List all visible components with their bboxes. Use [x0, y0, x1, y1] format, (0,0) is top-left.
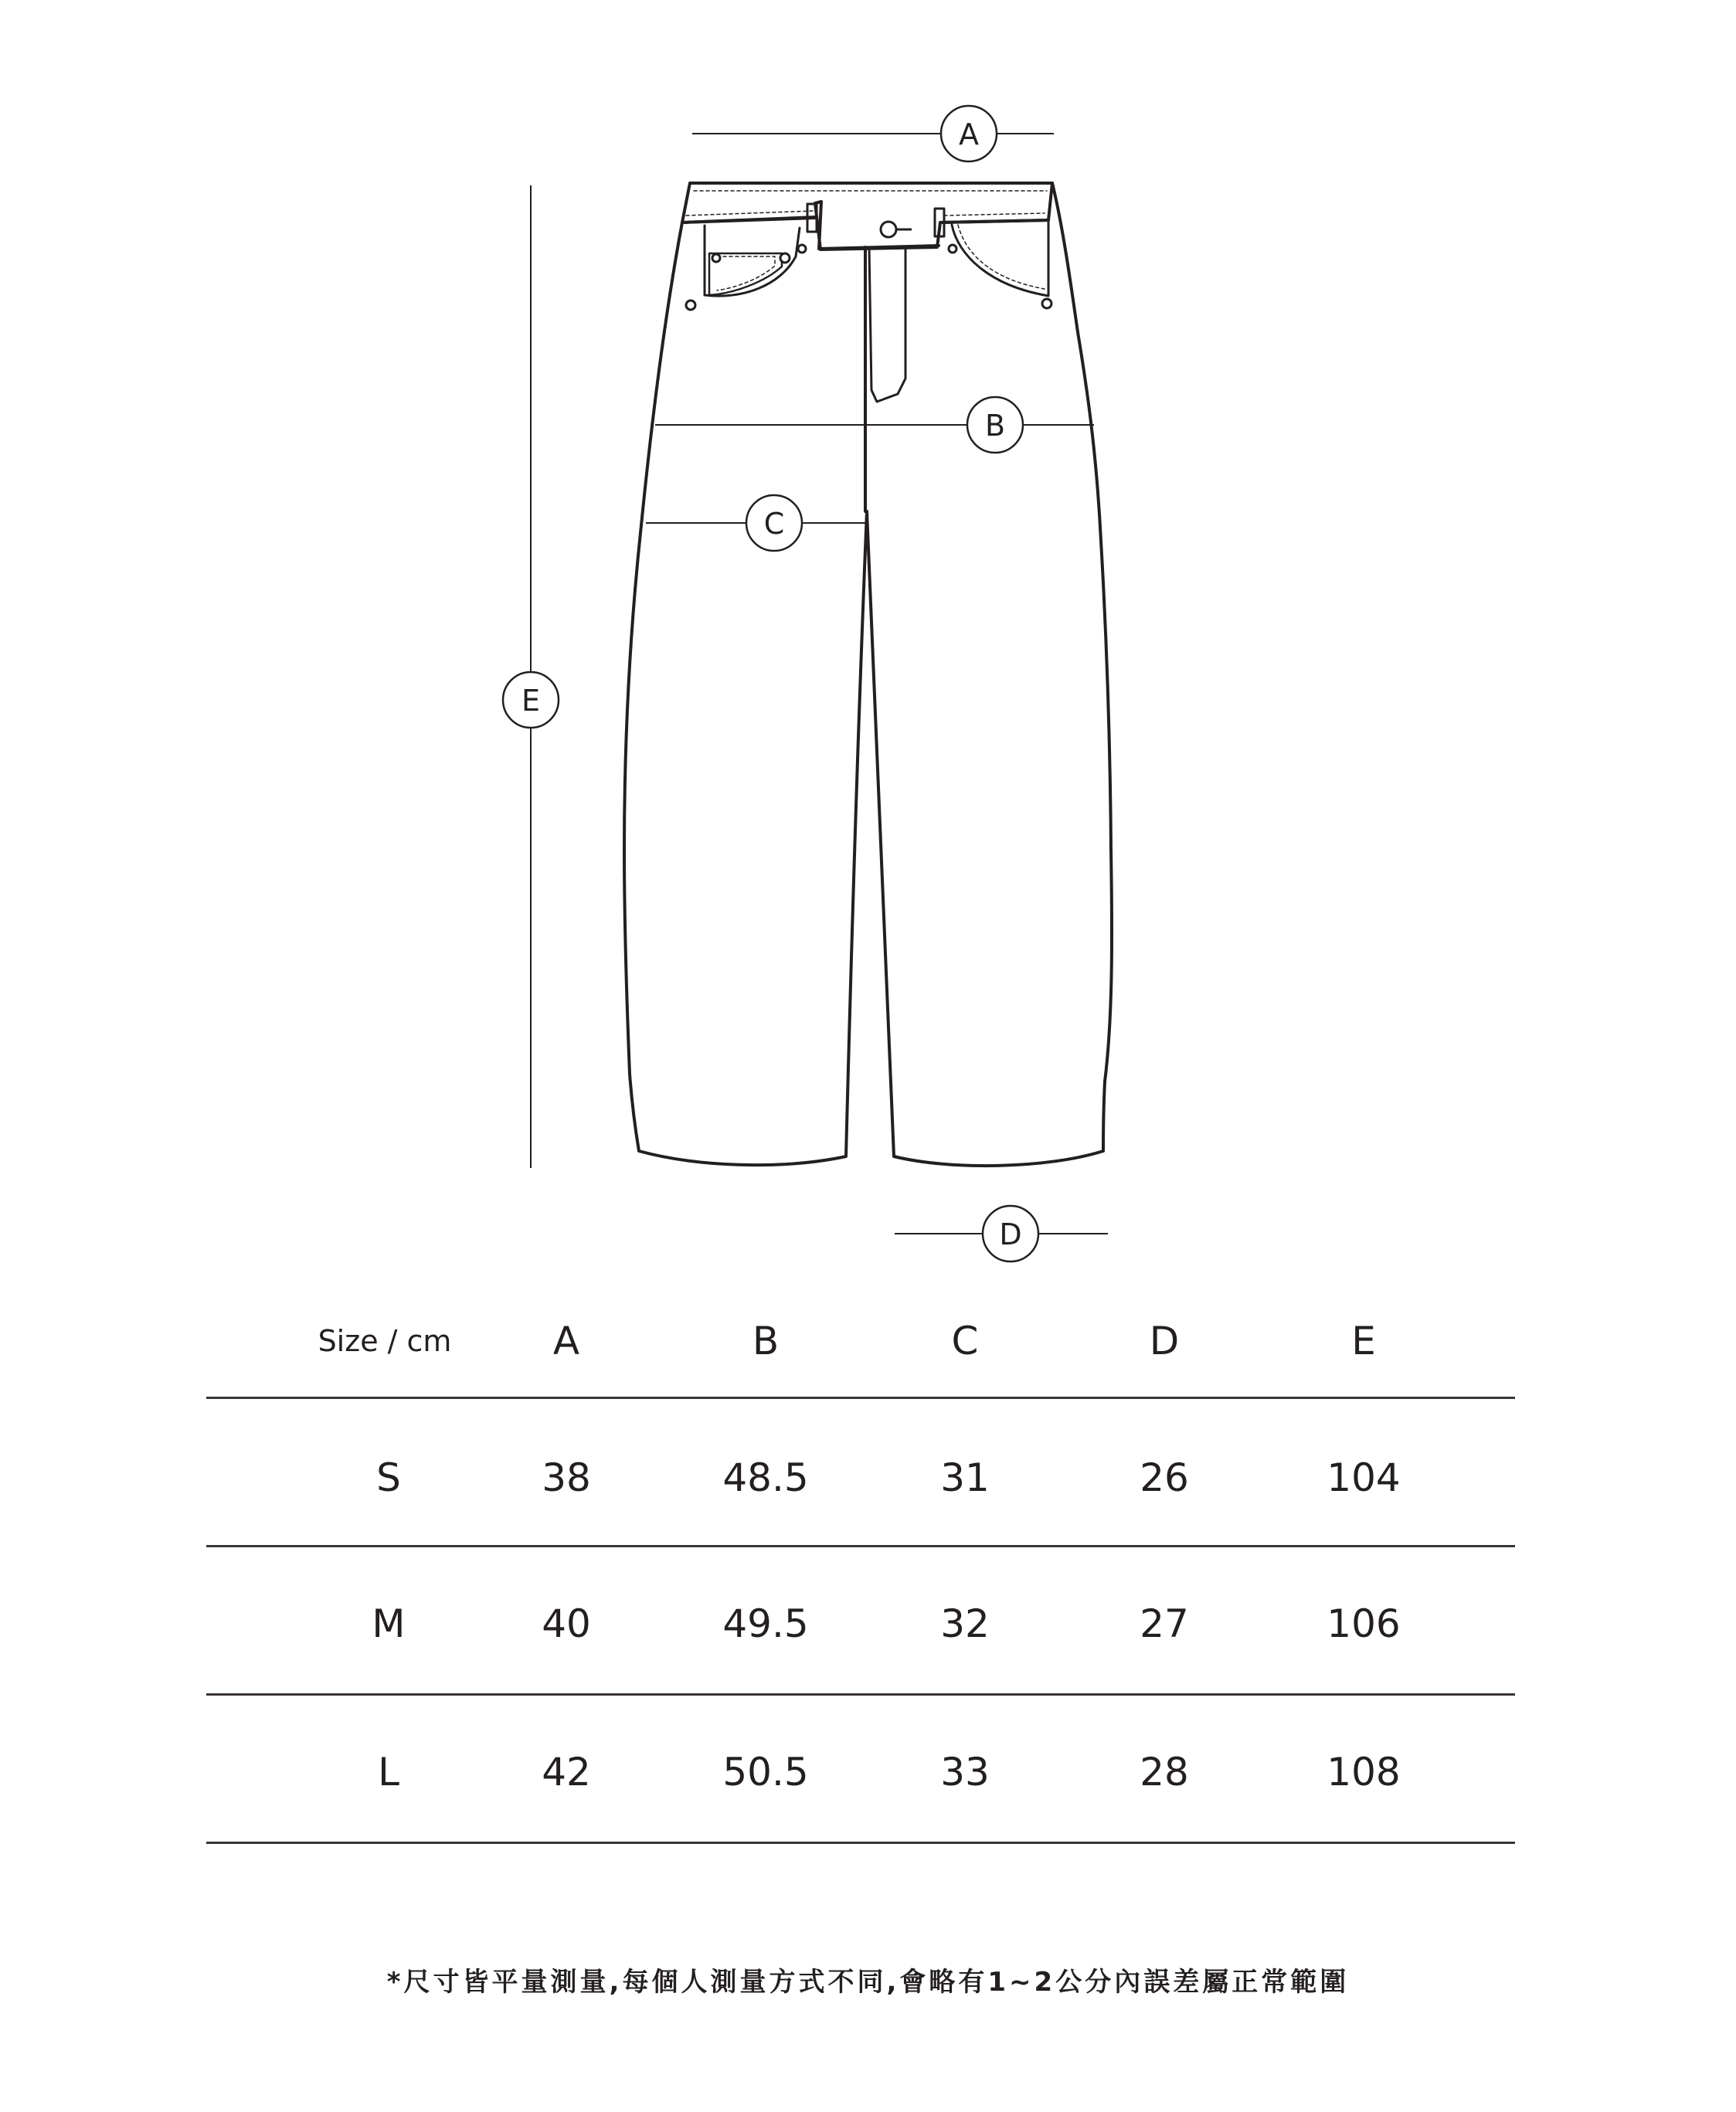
table-cell: 42 [542, 1750, 591, 1795]
header-col-b: B [752, 1319, 780, 1363]
table-cell: 28 [1140, 1750, 1189, 1795]
table-rule [206, 1693, 1515, 1696]
label-d: D [999, 1217, 1022, 1251]
header-col-d: D [1149, 1319, 1180, 1363]
table-cell: 40 [542, 1601, 591, 1646]
label-a: A [959, 117, 979, 151]
table-cell: 49.5 [722, 1601, 809, 1646]
row-size: M [372, 1601, 406, 1646]
table-rule [206, 1397, 1515, 1399]
table-cell: 31 [940, 1455, 990, 1500]
header-size-label: Size / cm [318, 1324, 452, 1358]
table-cell: 108 [1327, 1750, 1401, 1795]
row-size: L [378, 1750, 399, 1795]
table-cell: 106 [1327, 1601, 1401, 1646]
table-cell: 48.5 [722, 1455, 809, 1500]
label-e: E [521, 684, 541, 718]
table-cell: 27 [1140, 1601, 1189, 1646]
table-cell: 38 [542, 1455, 591, 1500]
header-col-e: E [1351, 1319, 1376, 1363]
table-cell: 104 [1327, 1455, 1401, 1500]
row-size: S [376, 1455, 401, 1500]
table-cell: 32 [940, 1601, 990, 1646]
table-cell: 26 [1140, 1455, 1189, 1500]
header-col-c: C [951, 1319, 979, 1363]
label-c: C [763, 507, 785, 541]
table-cell: 33 [940, 1750, 990, 1795]
table-rule [206, 1545, 1515, 1547]
label-b: B [984, 409, 1006, 443]
table-cell: 50.5 [722, 1750, 809, 1795]
header-col-a: A [552, 1319, 580, 1363]
measurement-footnote: *尺寸皆平量測量,每個人測量方式不同,會略有1~2公分內誤差屬正常範圍 [386, 1967, 1350, 1998]
table-rule [206, 1842, 1515, 1844]
